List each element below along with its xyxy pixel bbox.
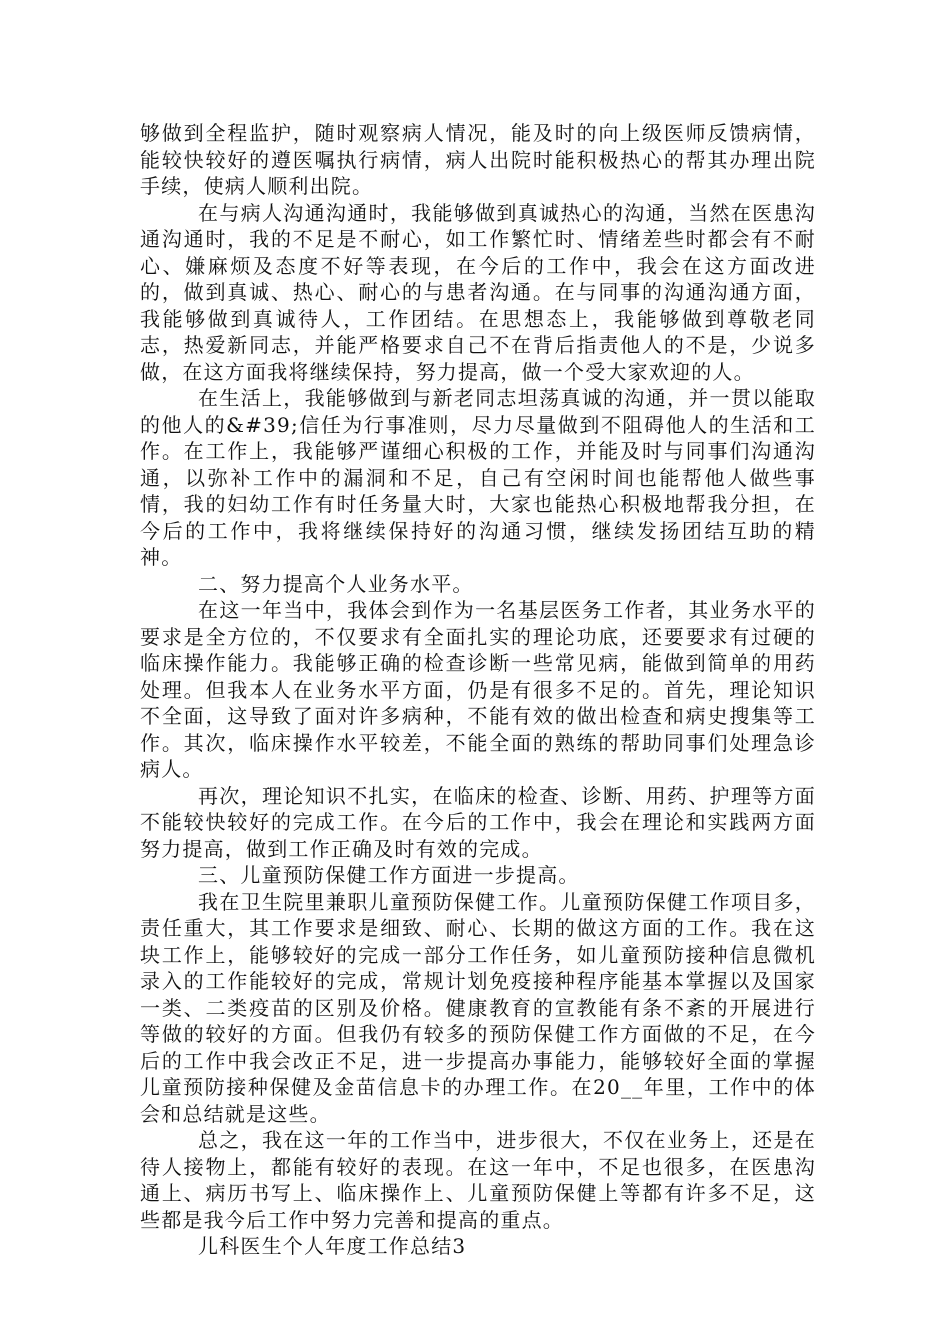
document-page — [140, 120, 816, 1260]
section-heading-child-health: 三、儿童预防保健工作方面进一步提高。 — [198, 863, 580, 887]
next-document-title: 儿科医生个人年度工作总结3 — [198, 1234, 467, 1258]
paragraph-professional-level: 在这一年当中，我体会到作为一名基层医务工作者，其业务水平的要求是全方位的，不仅要求有全面扎实的理论功底，还要要求有过硬的临床操作能力。我能够正确的检查诊断一些常见病，能做到简单的用药处理。但我本人在业务水平方面，仍是有很多不足的。首先，理论知识不全面，这导致了面对许多病种，不能有效的做出检查和病史搜集等工作。其次，临床操作水平较差，不能全面的熟练的帮助同事们处理急诊病人。 — [140, 598, 816, 781]
paragraph-daily-life: 在生活上，我能够做到与新老同志坦荡真诚的沟通，并一贯以能取的他人的&#39;信任为行事准则，尽力尽量做到不阻碍他人的生活和工作。在工作上，我能够严谨细心积极的工作，并能及时与同事们沟通沟通，以弥补工作中的漏洞和不足，自己有空闲时间也能帮他人做些事情，我的妇幼工作有时任务量大时，大家也能热心积极地帮我分担，在今后的工作中，我将继续保持好的沟通习惯，继续发扬团结互助的精神。 — [140, 386, 816, 569]
paragraph-child-health: 我在卫生院里兼职儿童预防保健工作。儿童预防保健工作项目多，责任重大，其工作要求是细致、耐心、长期的做这方面的工作。我在这块工作上，能够较好的完成一部分工作任务，如儿童预防接种信息微机录入的工作能较好的完成，常规计划免疫接种程序能基本掌握以及国家一类、二类疫苗的区别及价格。健康教育的宣教能有条不紊的开展进行等做的较好的方面。但我仍有较多的预防保健工作方面做的不足，在今后的工作中我会改正不足，进一步提高办事能力，能够较好全面的掌握儿童预防接种保健及金苗信息卡的办理工作。在20__年里，工作中的体会和总结就是这些。 — [140, 889, 816, 1126]
paragraph-summary: 总之，我在这一年的工作当中，进步很大，不仅在业务上，还是在待人接物上，都能有较好的表现。在这一年中，不足也很多，在医患沟通上、病历书写上、临床操作上、儿童预防保健上等都有许多不足，这些都是我今后工作中努力完善和提高的重点。 — [140, 1128, 816, 1232]
section-heading-professional-level: 二、努力提高个人业务水平。 — [198, 571, 474, 596]
paragraph-patient-monitoring: 够做到全程监护，随时观察病人情况，能及时的向上级医师反馈病情，能较快较好的遵医嘱执行病情，病人出院时能积极热心的帮其办理出院手续，使病人顺利出院。 — [140, 121, 816, 198]
paragraph-theory-knowledge: 再次，理论知识不扎实，在临床的检查、诊断、用药、护理等方面不能较快较好的完成工作。在今后的工作中，我会在理论和实践两方面努力提高，做到工作正确及时有效的完成。 — [140, 783, 816, 861]
paragraph-patient-communication: 在与病人沟通沟通时，我能够做到真诚热心的沟通，当然在医患沟通沟通时，我的不足是不耐心，如工作繁忙时、情绪差些时都会有不耐心、嫌麻烦及态度不好等表现，在今后的工作中，我会在这方面改进的，做到真诚、热心、耐心的与患者沟通。在与同事的沟通沟通方面，我能够做到真诚待人，工作团结。在思想态上，我能够做到尊敬老同志，热爱新同志，并能严格要求自己不在背后指责他人的不是，少说多做，在这方面我将继续保持，努力提高，做一个受大家欢迎的人。 — [140, 200, 816, 384]
